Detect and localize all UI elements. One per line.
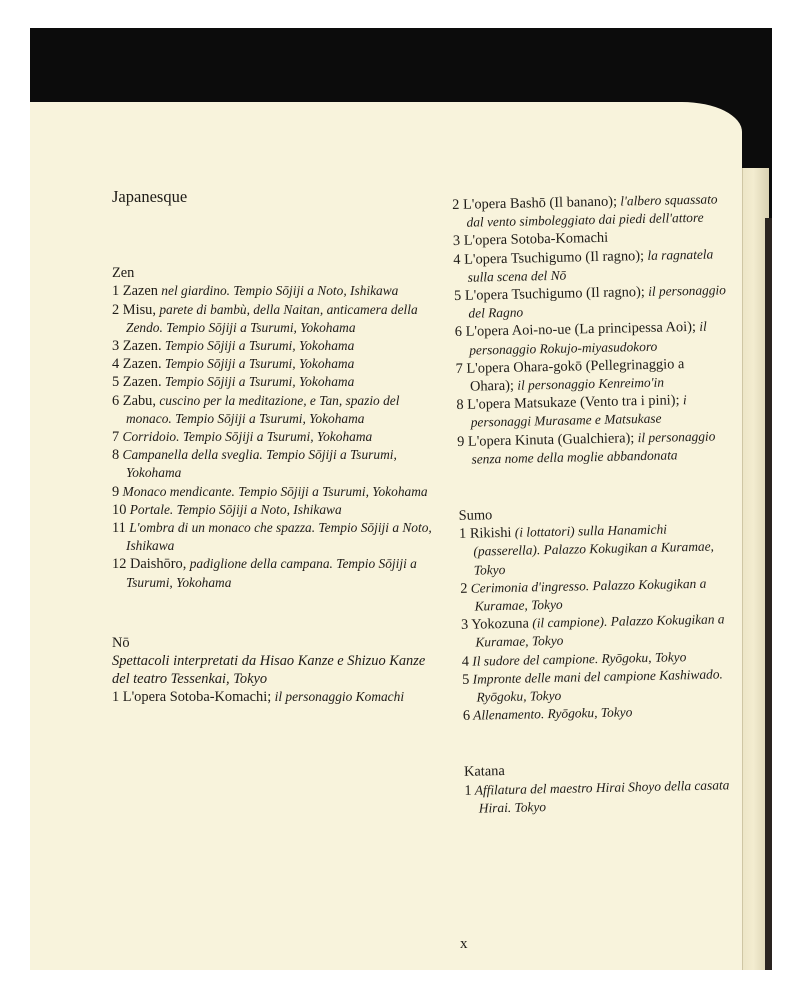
- caption-detail: la ragnatela sulla scena del Nō: [467, 246, 714, 285]
- caption-entry: [112, 282, 442, 300]
- caption-lead: 2 L'opera Bashō (Il banano);: [452, 193, 618, 213]
- section-heading: Zen: [112, 265, 135, 282]
- section-gap: [112, 592, 442, 634]
- caption-lead: 1 Rikishi: [458, 525, 512, 543]
- caption-detail: parete di bambù, della Naitan, anticamera della Zendo. Tempio Sōjiji a Tsurumi, Yokohama: [126, 301, 418, 335]
- caption-entry: [112, 355, 442, 373]
- section-heading: Sumo: [458, 507, 493, 524]
- caption-entry: [455, 318, 731, 360]
- caption-entry: [112, 428, 442, 446]
- section-heading: Katana: [463, 763, 505, 781]
- caption-detail: il personaggio del Ragno: [468, 282, 727, 321]
- caption-lead: 5 Zazen.: [112, 374, 162, 391]
- caption-entry: [459, 519, 735, 579]
- caption-lead: 2 Misu,: [112, 301, 156, 318]
- caption-lead: 4 L'opera Tsuchigumo (Il ragno);: [453, 247, 645, 268]
- caption-entry: [457, 427, 733, 469]
- caption-lead: 4 Zazen.: [112, 356, 162, 373]
- caption-lead: 8: [112, 447, 120, 464]
- caption-entry: [460, 574, 736, 616]
- caption-lead: 9: [112, 483, 120, 500]
- caption-entry: [452, 190, 728, 232]
- caption-lead: 12 Daishōro,: [112, 556, 187, 573]
- book-binding: [765, 218, 772, 970]
- caption-detail: il personaggio Komachi: [271, 689, 405, 705]
- caption-lead: 7 L'opera Ohara-gokō (Pellegrinaggio a Ohara);: [455, 356, 685, 395]
- caption-entry: [112, 501, 442, 519]
- caption-lead: 5: [461, 671, 470, 688]
- caption-detail: Tempio Sōjiji a Tsurumi, Yokohama: [161, 356, 355, 372]
- caption-detail: Tempio Sōjiji a Tsurumi, Yokohama: [161, 338, 355, 354]
- caption-lead: 10: [112, 501, 127, 518]
- left-column: [112, 188, 442, 707]
- caption-lead: 1 Zazen: [112, 283, 158, 300]
- caption-lead: 11: [112, 520, 126, 537]
- caption-detail: Cerimonia d'ingresso. Palazzo Kokugikan a Kuramae, Tokyo: [467, 575, 707, 614]
- caption-lead: 6: [462, 708, 471, 725]
- caption-detail: il personaggio Rokujo-miyasudokoro: [469, 319, 707, 358]
- caption-entry: [453, 245, 729, 287]
- caption-detail: Allenamento. Ryōgoku, Tokyo: [469, 704, 633, 724]
- right-column: [452, 190, 740, 818]
- caption-lead: 4: [461, 653, 470, 670]
- caption-entry: [461, 610, 737, 652]
- caption-detail: Impronte delle mani del campione Kashiwado. Ryōgoku, Tokyo: [469, 666, 723, 705]
- left-sections: [112, 264, 442, 706]
- book-title: Japanesque: [112, 187, 188, 206]
- caption-entry: [454, 281, 730, 323]
- caption-detail: nel giardino. Tempio Sōjiji a Noto, Ishikawa: [157, 283, 399, 299]
- caption-entry: [112, 555, 442, 591]
- caption-detail: (il campione). Palazzo Kokugikan a Kuramae, Tokyo: [475, 611, 725, 651]
- caption-detail: i personaggi Murasame e Matsukase: [470, 392, 687, 431]
- caption-entry: [462, 665, 738, 707]
- section-gap: [458, 463, 734, 507]
- caption-lead: 6 Zabu,: [112, 392, 156, 409]
- page-number: x: [460, 936, 468, 952]
- caption-entry: [455, 354, 731, 396]
- caption-detail: il personaggio Kenreimo'in: [513, 374, 665, 393]
- caption-detail: Campanella della sveglia. Tempio Sōjiji a Tsurumi, Yokohama: [119, 447, 397, 481]
- caption-detail: Affilatura del maestro Hirai Shoyo della casata Hirai. Tokyo: [471, 777, 730, 816]
- caption-entry: [112, 373, 442, 391]
- caption-detail: l'albero squassato dal vento simboleggiato dai piedi dell'attore: [466, 191, 718, 230]
- caption-lead: 3 Yokozuna: [460, 615, 530, 634]
- caption-lead: 3 L'opera Sotoba-Komachi: [452, 230, 609, 250]
- caption-detail: cuscino per la meditazione, e Tan, spazio del monaco. Tempio Sōjiji a Tsurumi, Yokohama: [126, 392, 400, 426]
- caption-entry: [112, 519, 442, 555]
- caption-lead: 5 L'opera Tsuchigumo (Il ragno);: [453, 284, 645, 304]
- caption-detail: Corridoio. Tempio Sōjiji a Tsurumi, Yokohama: [119, 429, 373, 445]
- section-gap: [463, 720, 739, 764]
- section-heading: Nō: [112, 634, 130, 651]
- caption-detail: Monaco mendicante. Tempio Sōjiji a Tsurumi, Yokohama: [119, 483, 428, 499]
- caption-entry: [112, 337, 442, 355]
- caption-lead: 8 L'opera Matsukaze (Vento tra i pini);: [456, 392, 680, 414]
- caption-lead: 7: [112, 429, 120, 446]
- right-sections: [452, 190, 740, 818]
- caption-entry: [464, 776, 740, 818]
- section-note: Spettacoli interpretati da Hisao Kanze e Shizuo Kanze del teatro Tessenkai, Tokyo: [112, 653, 426, 688]
- caption-entry: [112, 301, 442, 337]
- caption-detail: Il sudore del campione. Ryōgoku, Tokyo: [468, 648, 687, 669]
- caption-detail: Portale. Tempio Sōjiji a Noto, Ishikawa: [126, 501, 342, 517]
- caption-lead: 1: [464, 782, 472, 799]
- caption-lead: 1 L'opera Sotoba-Komachi;: [112, 689, 272, 706]
- caption-lead: 6 L'opera Aoi-no-ue (La principessa Aoi);: [454, 319, 697, 341]
- caption-detail: L'ombra di un monaco che spazza. Tempio Sōjiji a Noto, Ishikawa: [125, 520, 432, 554]
- caption-entry: [112, 688, 442, 706]
- caption-detail: il personaggio senza nome della moglie abbandonata: [471, 428, 716, 467]
- caption-detail: Tempio Sōjiji a Tsurumi, Yokohama: [161, 374, 355, 390]
- caption-entry: [112, 446, 442, 482]
- caption-entry: [456, 390, 732, 432]
- caption-entry: [112, 483, 442, 501]
- caption-detail: (i lottatori) sulla Hanamichi (passerella). Palazzo Kokugikan a Kuramae, Tokyo: [473, 521, 715, 578]
- caption-lead: 2: [460, 580, 468, 597]
- caption-detail: padiglione della campana. Tempio Sōjiji a Tsurumi, Yokohama: [126, 556, 417, 590]
- caption-lead: 3 Zazen.: [112, 338, 162, 355]
- caption-entry: [112, 392, 442, 428]
- caption-lead: 9 L'opera Kinuta (Gualchiera);: [456, 429, 635, 450]
